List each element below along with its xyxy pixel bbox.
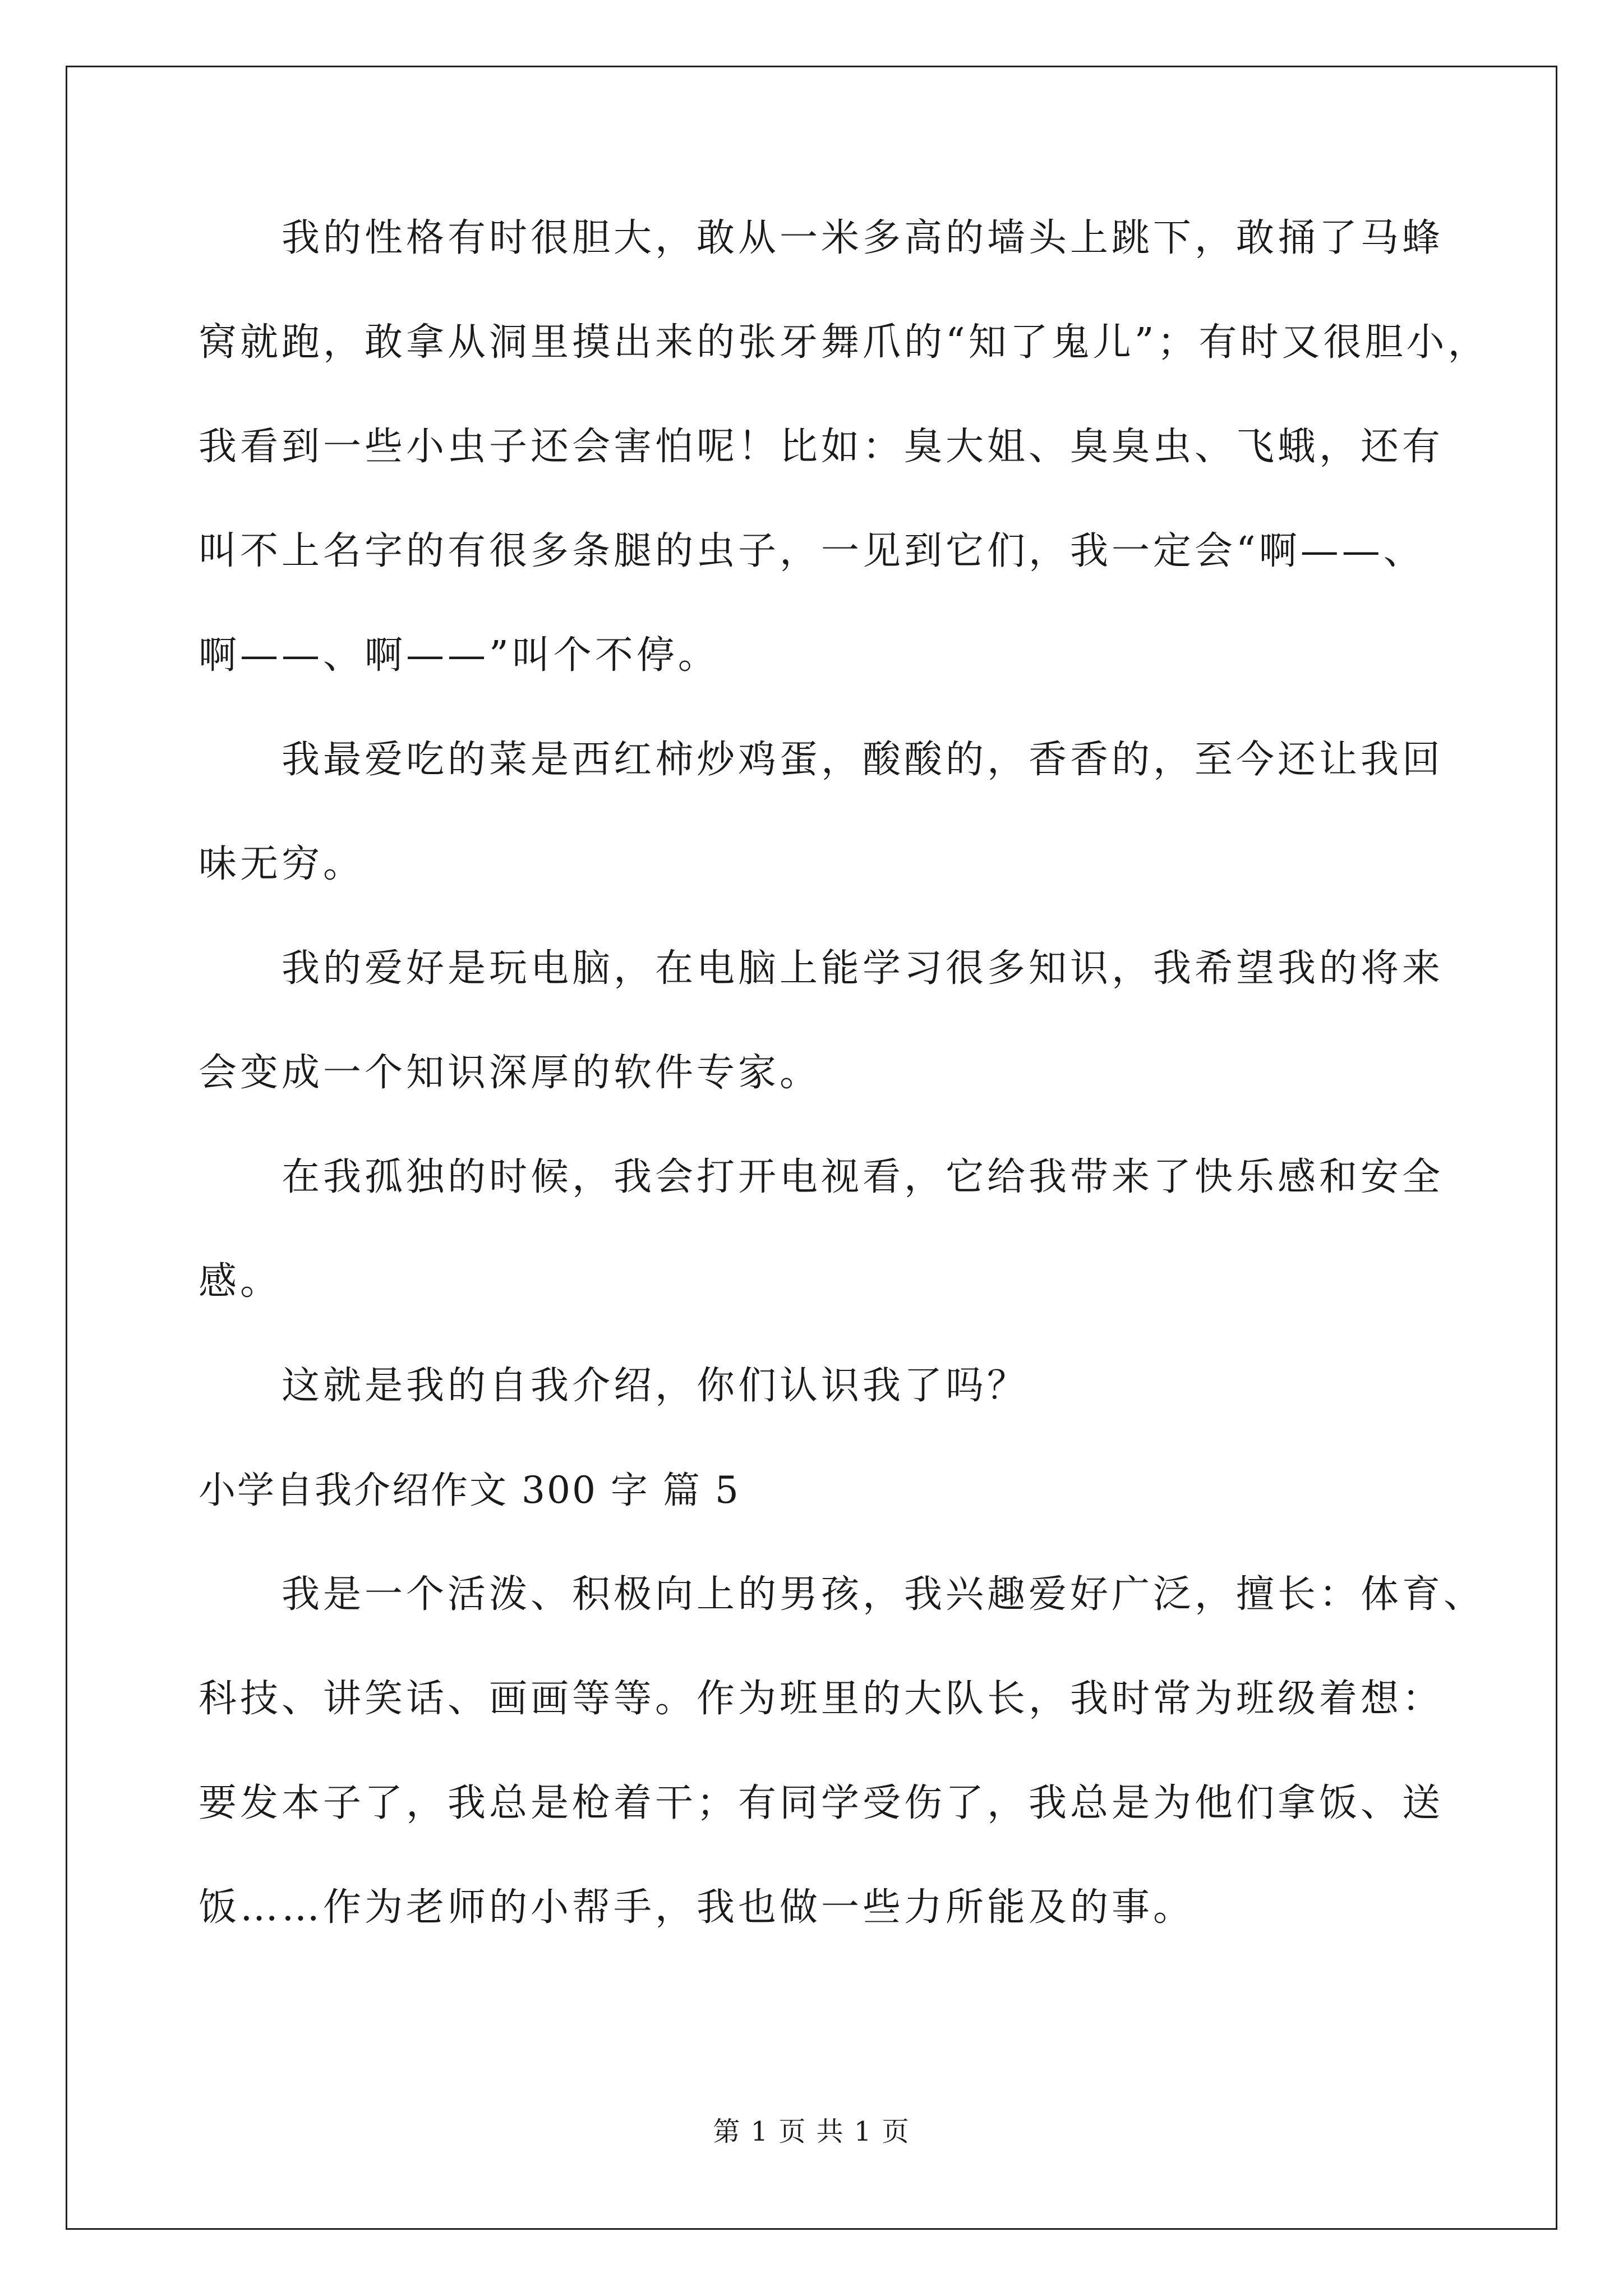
paragraph-3-line-2: 会变成一个知识深厚的软件专家。 [199,1051,822,1095]
paragraph-1-line-4: 叫不上名字的有很多条腿的虫子，一见到它们，我一定会“啊——、 [199,529,1425,573]
paragraph-6-line-3: 要发本子了，我总是枪着干；有同学受伤了，我总是为他们拿饭、送 [199,1781,1444,1825]
document-body [199,213,1490,1987]
paragraph-1-line-5: 啊——、啊——”叫个不停。 [199,633,720,678]
page-footer: 第 1 页 共 1 页 [713,2116,910,2147]
paragraph-6-line-2: 科技、讲笑话、画画等等。作为班里的大队长，我时常为班级着想： [199,1677,1444,1721]
paragraph-1-line-3: 我看到一些小虫子还会害怕呢！比如：臭大姐、臭臭虫、飞蛾，还有 [199,425,1444,469]
paragraph-6-line-4: 饭……作为老师的小帮手，我也做一些力所能及的事。 [199,1885,1195,1930]
paragraph-6-line-1: 我是一个活泼、积极向上的男孩，我兴趣爱好广泛，擅长：体育、 [282,1572,1486,1617]
paragraph-4-line-1: 在我孤独的时候，我会打开电视看，它给我带来了快乐感和安全 [282,1155,1444,1199]
paragraph-1-line-2: 窝就跑，敢拿从洞里摸出来的张牙舞爪的“知了鬼儿”；有时又很胆小， [199,320,1490,365]
paragraph-2-line-2: 味无穷。 [199,842,365,886]
paragraph-3-line-1: 我的爱好是玩电脑，在电脑上能学习很多知识，我希望我的将来 [282,946,1444,991]
paragraph-4-line-2: 感。 [199,1259,282,1304]
paragraph-2-line-1: 我最爱吃的菜是西红柿炒鸡蛋，酸酸的，香香的，至今还让我回 [282,738,1444,782]
section-heading: 小学自我介绍作文 300 字 篇 5 [199,1469,740,1512]
paragraph-1-line-1: 我的性格有时很胆大，敢从一米多高的墙头上跳下，敢捅了马蜂 [282,216,1444,260]
paragraph-5-line-1: 这就是我的自我介绍，你们认识我了吗？ [282,1364,1029,1408]
